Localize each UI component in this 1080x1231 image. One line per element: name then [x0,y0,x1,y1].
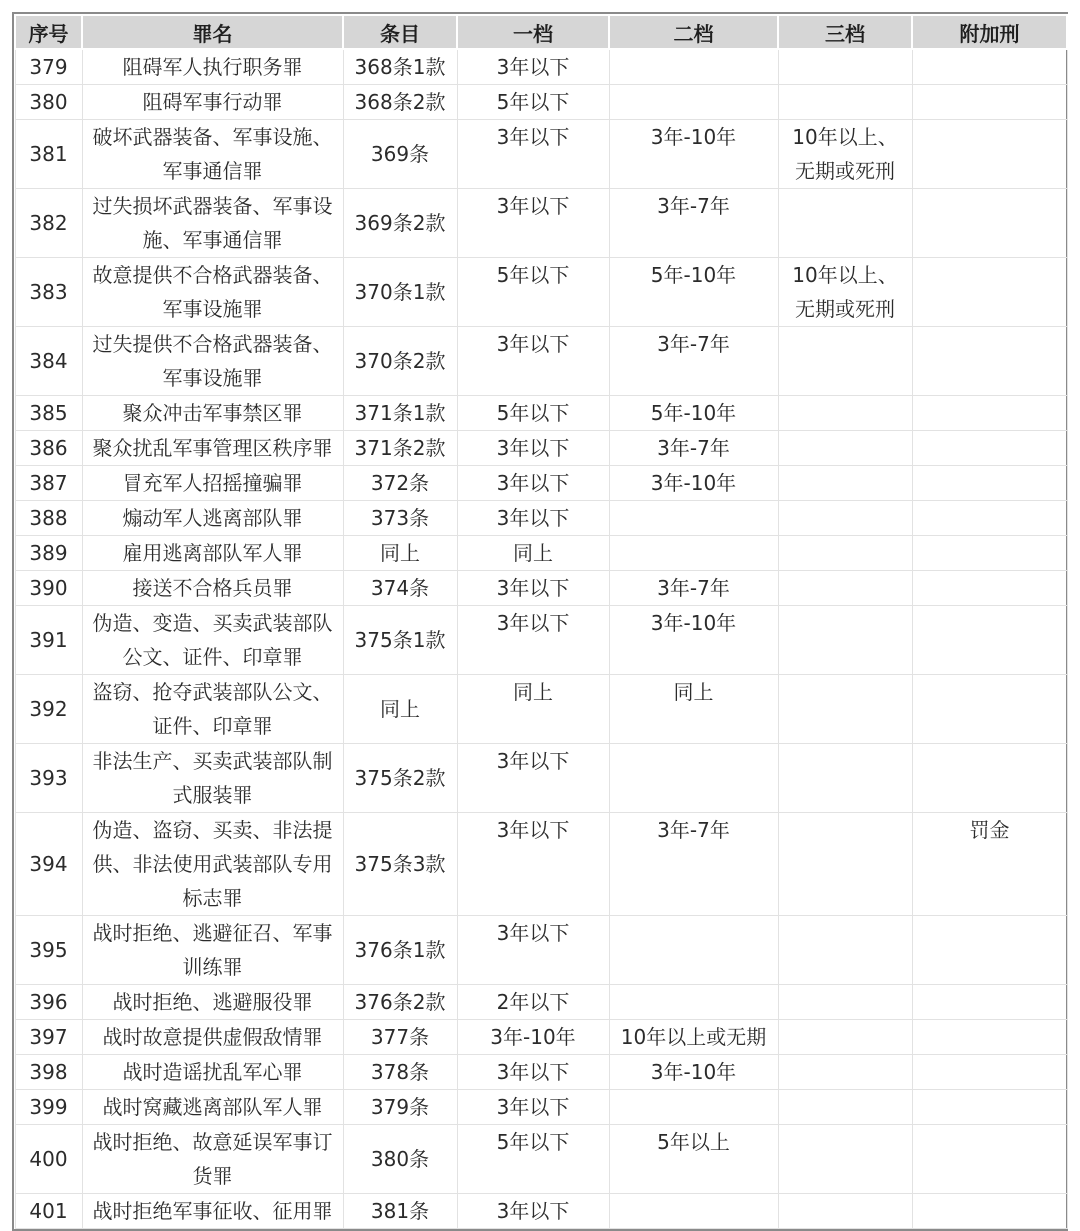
cell-tier-1: 3年以下 [457,120,609,189]
cell-tier-3 [778,1020,912,1055]
table-row [15,501,1067,536]
cell-tier-2 [609,49,778,85]
cell-tier-3 [778,1125,912,1194]
cell-tier-3: 10年以上、无期或死刑 [778,120,912,189]
cell-additional-penalty [912,1055,1067,1090]
cell-crime-name: 战时拒绝、故意延误军事订货罪 [82,1125,343,1194]
header-article: 条目 [343,15,457,49]
cell-article: 373条 [343,501,457,536]
cell-additional-penalty [912,501,1067,536]
cell-index: 388 [15,501,82,536]
cell-crime-name: 战时拒绝、逃避征召、军事训练罪 [82,916,343,985]
cell-index: 392 [15,675,82,744]
table-row [15,85,1067,120]
header-tier-3: 三档 [778,15,912,49]
cell-tier-1: 3年以下 [457,189,609,258]
cell-tier-1: 5年以下 [457,396,609,431]
cell-tier-2: 3年-10年 [609,466,778,501]
cell-additional-penalty [912,675,1067,744]
cell-tier-1: 3年以下 [457,606,609,675]
table-row [15,49,1067,85]
cell-additional-penalty [912,189,1067,258]
cell-tier-2: 3年-10年 [609,1055,778,1090]
cell-tier-2: 3年-7年 [609,571,778,606]
cell-additional-penalty [912,571,1067,606]
cell-tier-2 [609,1090,778,1125]
table-row [15,120,1067,189]
cell-crime-name: 故意提供不合格武器装备、军事设施罪 [82,258,343,327]
cell-tier-1: 3年以下 [457,466,609,501]
cell-tier-2 [609,536,778,571]
cell-tier-1: 3年以下 [457,1090,609,1125]
table-row [15,1125,1067,1194]
header-index: 序号 [15,15,82,49]
cell-tier-2: 3年-7年 [609,327,778,396]
cell-additional-penalty [912,258,1067,327]
cell-tier-2 [609,744,778,813]
cell-article: 381条 [343,1194,457,1229]
cell-tier-1: 3年-10年 [457,1020,609,1055]
cell-tier-3 [778,189,912,258]
cell-additional-penalty [912,466,1067,501]
cell-index: 384 [15,327,82,396]
cell-crime-name: 战时造谣扰乱军心罪 [82,1055,343,1090]
cell-additional-penalty [912,396,1067,431]
cell-additional-penalty [912,1194,1067,1229]
cell-article: 同上 [343,536,457,571]
header-additional-penalty: 附加刑 [912,15,1067,49]
cell-tier-2: 5年以上 [609,1125,778,1194]
cell-crime-name: 煽动军人逃离部队罪 [82,501,343,536]
cell-tier-3 [778,85,912,120]
cell-crime-name: 雇用逃离部队军人罪 [82,536,343,571]
cell-tier-3 [778,916,912,985]
table-row [15,1090,1067,1125]
cell-tier-1: 3年以下 [457,813,609,916]
table-row [15,1055,1067,1090]
table-row [15,744,1067,813]
cell-crime-name: 阻碍军事行动罪 [82,85,343,120]
cell-tier-3 [778,536,912,571]
table-row [15,1020,1067,1055]
cell-additional-penalty [912,744,1067,813]
cell-tier-1: 3年以下 [457,571,609,606]
cell-additional-penalty [912,120,1067,189]
cell-additional-penalty [912,606,1067,675]
table-row [15,536,1067,571]
cell-tier-3 [778,813,912,916]
cell-index: 389 [15,536,82,571]
cell-article: 375条2款 [343,744,457,813]
cell-tier-3 [778,49,912,85]
cell-tier-3: 10年以上、无期或死刑 [778,258,912,327]
cell-tier-1: 3年以下 [457,431,609,466]
cell-article: 369条2款 [343,189,457,258]
table-body [15,49,1067,1229]
cell-tier-1: 同上 [457,675,609,744]
cell-tier-2: 3年-10年 [609,606,778,675]
cell-additional-penalty: 罚金 [912,813,1067,916]
cell-additional-penalty [912,1020,1067,1055]
cell-tier-1: 3年以下 [457,501,609,536]
cell-crime-name: 破坏武器装备、军事设施、军事通信罪 [82,120,343,189]
cell-crime-name: 过失提供不合格武器装备、军事设施罪 [82,327,343,396]
crime-table [14,14,1068,1229]
cell-article: 377条 [343,1020,457,1055]
cell-additional-penalty [912,1090,1067,1125]
table-row [15,189,1067,258]
table-row [15,985,1067,1020]
cell-tier-2: 10年以上或无期 [609,1020,778,1055]
cell-crime-name: 盗窃、抢夺武装部队公文、证件、印章罪 [82,675,343,744]
cell-article: 371条1款 [343,396,457,431]
cell-article: 376条2款 [343,985,457,1020]
cell-article: 369条 [343,120,457,189]
cell-index: 398 [15,1055,82,1090]
cell-article: 376条1款 [343,916,457,985]
cell-tier-2 [609,1194,778,1229]
cell-tier-2: 5年-10年 [609,258,778,327]
cell-crime-name: 冒充军人招摇撞骗罪 [82,466,343,501]
cell-index: 393 [15,744,82,813]
crime-table-container [12,12,1068,1231]
table-row [15,813,1067,916]
cell-tier-2: 3年-7年 [609,813,778,916]
cell-index: 382 [15,189,82,258]
cell-crime-name: 非法生产、买卖武装部队制式服装罪 [82,744,343,813]
cell-article: 375条1款 [343,606,457,675]
cell-article: 375条3款 [343,813,457,916]
cell-tier-3 [778,466,912,501]
cell-tier-3 [778,606,912,675]
cell-tier-2 [609,501,778,536]
cell-crime-name: 伪造、变造、买卖武装部队公文、证件、印章罪 [82,606,343,675]
cell-crime-name: 伪造、盗窃、买卖、非法提供、非法使用武装部队专用标志罪 [82,813,343,916]
cell-additional-penalty [912,536,1067,571]
cell-crime-name: 战时窝藏逃离部队军人罪 [82,1090,343,1125]
cell-tier-2 [609,85,778,120]
cell-index: 399 [15,1090,82,1125]
cell-article: 374条 [343,571,457,606]
cell-additional-penalty [912,49,1067,85]
cell-index: 379 [15,49,82,85]
cell-article: 380条 [343,1125,457,1194]
cell-index: 381 [15,120,82,189]
table-row [15,466,1067,501]
cell-tier-2: 3年-7年 [609,431,778,466]
header-crime-name: 罪名 [82,15,343,49]
cell-tier-1: 3年以下 [457,1194,609,1229]
cell-index: 394 [15,813,82,916]
cell-additional-penalty [912,431,1067,466]
header-tier-1: 一档 [457,15,609,49]
cell-index: 386 [15,431,82,466]
cell-tier-1: 5年以下 [457,85,609,120]
cell-tier-3 [778,744,912,813]
cell-additional-penalty [912,916,1067,985]
cell-crime-name: 战时故意提供虚假敌情罪 [82,1020,343,1055]
cell-index: 391 [15,606,82,675]
table-row [15,916,1067,985]
cell-tier-2: 3年-10年 [609,120,778,189]
cell-tier-1: 5年以下 [457,1125,609,1194]
cell-tier-3 [778,1194,912,1229]
cell-tier-3 [778,571,912,606]
cell-article: 368条1款 [343,49,457,85]
cell-tier-3 [778,431,912,466]
cell-article: 379条 [343,1090,457,1125]
cell-index: 383 [15,258,82,327]
cell-index: 380 [15,85,82,120]
cell-tier-3 [778,327,912,396]
cell-article: 378条 [343,1055,457,1090]
cell-additional-penalty [912,85,1067,120]
cell-article: 370条1款 [343,258,457,327]
cell-crime-name: 过失损坏武器装备、军事设施、军事通信罪 [82,189,343,258]
table-row [15,431,1067,466]
cell-crime-name: 聚众扰乱军事管理区秩序罪 [82,431,343,466]
cell-crime-name: 战时拒绝军事征收、征用罪 [82,1194,343,1229]
cell-index: 401 [15,1194,82,1229]
cell-index: 390 [15,571,82,606]
cell-tier-2 [609,916,778,985]
cell-index: 396 [15,985,82,1020]
cell-crime-name: 阻碍军人执行职务罪 [82,49,343,85]
table-row [15,258,1067,327]
table-row [15,1194,1067,1229]
cell-tier-1: 3年以下 [457,49,609,85]
cell-tier-3 [778,1055,912,1090]
cell-article: 371条2款 [343,431,457,466]
cell-tier-2: 3年-7年 [609,189,778,258]
table-row [15,571,1067,606]
cell-article: 同上 [343,675,457,744]
cell-tier-3 [778,501,912,536]
cell-tier-2: 5年-10年 [609,396,778,431]
cell-additional-penalty [912,1125,1067,1194]
cell-tier-3 [778,985,912,1020]
cell-article: 368条2款 [343,85,457,120]
cell-tier-1: 3年以下 [457,1055,609,1090]
table-row [15,675,1067,744]
cell-index: 400 [15,1125,82,1194]
cell-index: 385 [15,396,82,431]
cell-tier-1: 3年以下 [457,744,609,813]
cell-tier-1: 3年以下 [457,916,609,985]
cell-crime-name: 聚众冲击军事禁区罪 [82,396,343,431]
cell-tier-3 [778,675,912,744]
cell-tier-3 [778,396,912,431]
cell-index: 395 [15,916,82,985]
cell-article: 372条 [343,466,457,501]
cell-tier-1: 2年以下 [457,985,609,1020]
cell-index: 397 [15,1020,82,1055]
cell-tier-2: 同上 [609,675,778,744]
cell-tier-1: 同上 [457,536,609,571]
cell-index: 387 [15,466,82,501]
cell-crime-name: 战时拒绝、逃避服役罪 [82,985,343,1020]
cell-tier-1: 3年以下 [457,327,609,396]
cell-additional-penalty [912,985,1067,1020]
cell-tier-2 [609,985,778,1020]
cell-additional-penalty [912,327,1067,396]
table-row [15,396,1067,431]
cell-tier-3 [778,1090,912,1125]
cell-article: 370条2款 [343,327,457,396]
table-row [15,327,1067,396]
header-tier-2: 二档 [609,15,778,49]
table-row [15,606,1067,675]
cell-tier-1: 5年以下 [457,258,609,327]
table-header-row [15,15,1067,49]
cell-crime-name: 接送不合格兵员罪 [82,571,343,606]
